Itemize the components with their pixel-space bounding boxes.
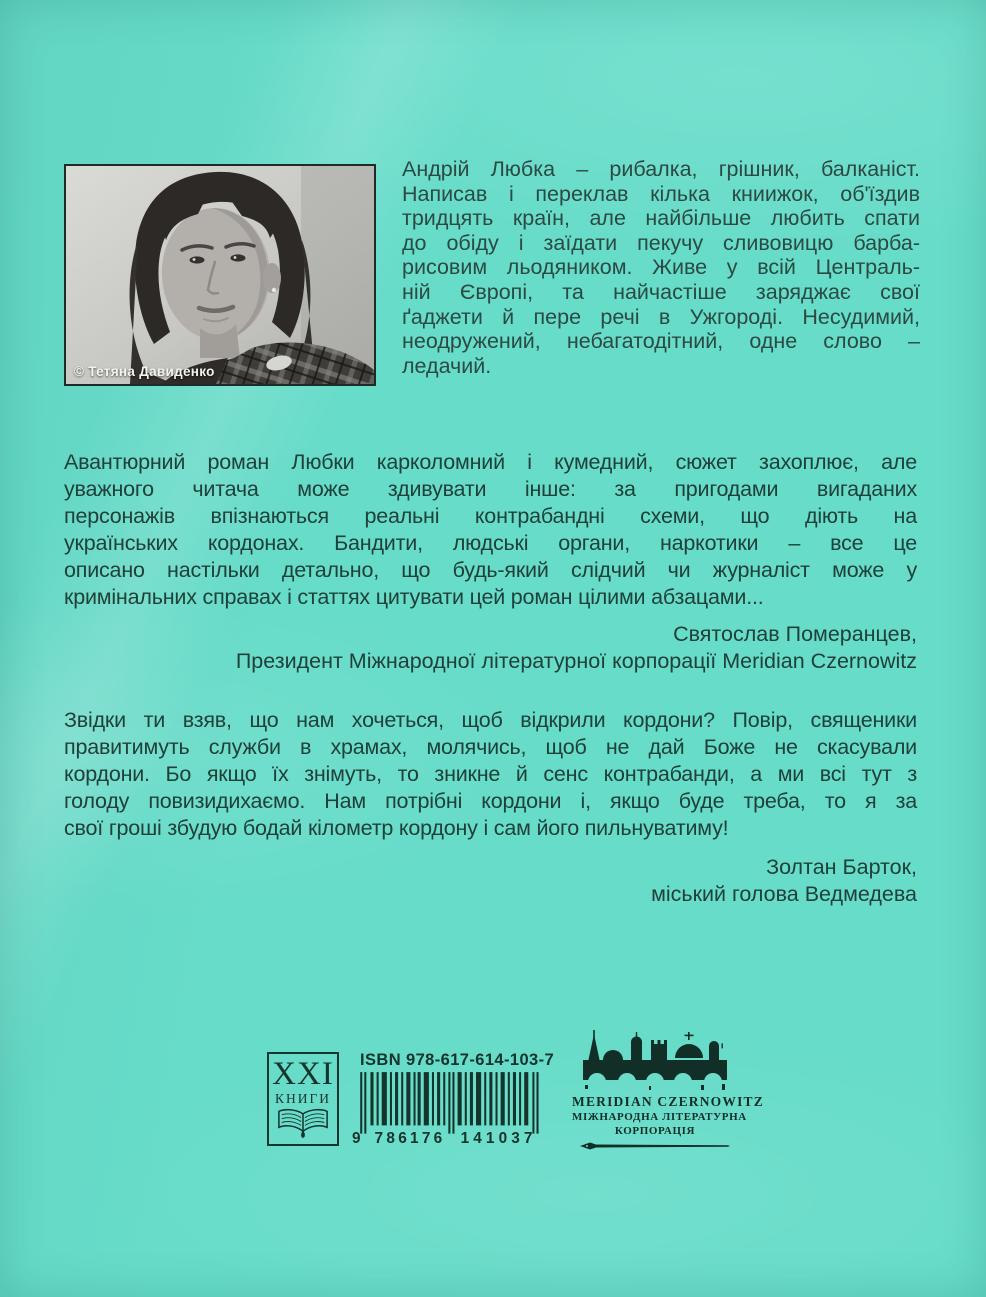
xxi-books-logo [267,1052,339,1146]
attribution-title: міський голова Ведмедева [651,882,917,906]
quote-line: правитимуть служби в храмах, молячись, щоб не дай Боже не скасували [64,735,917,759]
review-line: кримінальних справах і статтях цитувати цей роман цілими абзацами... [64,585,764,609]
bio-line: ледачий. [402,353,492,378]
city-skyline-icon [575,1030,735,1092]
bio-line: до обіду і заїдати пекучу сливовицю барба- [402,230,920,255]
attribution-name: Святослав Померанцев, [673,622,917,646]
bio-line: Андрій Любка – рибалка, грішник, балканіст. [402,157,920,181]
bio-line: ґаджети й пере речі в Ужгороді. Несудимий, [402,304,920,329]
bio-line: тридцять країн, але найбільше любить спати [402,206,920,231]
quote-line: кордони. Бо якщо їх знімуть, то зникне й сенс контрабанди, а ми всі тут з [64,762,917,786]
quote-line: Звідки ти взяв, що нам хочеться, щоб відкрили кордони? Повір, священики [64,708,917,732]
bio-line: неодружений, небагатодітний, одне слово – [402,329,920,354]
quote-attribution [64,854,917,908]
review-blurb [64,449,917,611]
bio-line: ній Європі, та найчастіше заряджає свої [402,279,920,304]
isbn-text: ISBN 978-617-614-103-7 [360,1051,555,1069]
pen-icon [580,1141,730,1151]
barcode-digit-group: 141037 [460,1129,533,1146]
attribution-title: Президент Міжнародної літературної корпорації Meridian Czernowitz [235,649,917,673]
open-book-icon [276,1108,330,1138]
author-photo [64,164,376,386]
author-bio [402,157,920,378]
review-line: уважного читача може здивувати інше: за пригодами вигаданих [64,477,917,501]
review-attribution [64,621,917,675]
meridian-subtitle-line1: МІЖНАРОДНА ЛІТЕРАТУРНА [572,1111,747,1123]
review-line: українських кордонах. Бандити, людські органи, наркотики – все це [64,531,917,555]
barcode-digit-group: 9 [352,1129,361,1146]
barcode [352,1072,557,1146]
isbn-block [352,1051,564,1151]
author-portrait-illustration [66,166,374,384]
review-line: Авантюрний роман Любки карколомний і кумедний, сюжет захоплює, але [64,450,917,474]
xxi-logo-subtext: КНИГИ [274,1091,332,1106]
review-line: описано настільки детально, що будь-який слідчий чи журналіст може у [64,558,917,582]
attribution-name: Золтан Барток, [766,855,917,879]
review-line: персонажів впізнаються реальні контрабандні схеми, що діють на [64,504,917,528]
meridian-subtitle-line2: КОРПОРАЦІЯ [614,1125,696,1137]
bio-line: Написав і переклав кілька книижок, об'їздив [402,181,920,206]
quote-line: свої гроші збудую бодай кілометр кордону і сам його пильнуватиму! [64,816,729,840]
meridian-name: MERIDIAN CZERNOWITZ [572,1094,764,1109]
photo-credit: © Тетяна Давиденко [74,364,215,379]
xxi-logo-text: XXI [272,1056,334,1092]
bio-line: рисовим льодяником. Живе у всій Централь- [402,255,920,280]
meridian-czernowitz-logo [572,1030,764,1151]
quote-line: голоду повизидихаємо. Нам потрібні кордони і, якщо буде треба, то я за [64,789,917,813]
barcode-digit-group: 786176 [374,1129,443,1146]
character-quote [64,707,917,842]
